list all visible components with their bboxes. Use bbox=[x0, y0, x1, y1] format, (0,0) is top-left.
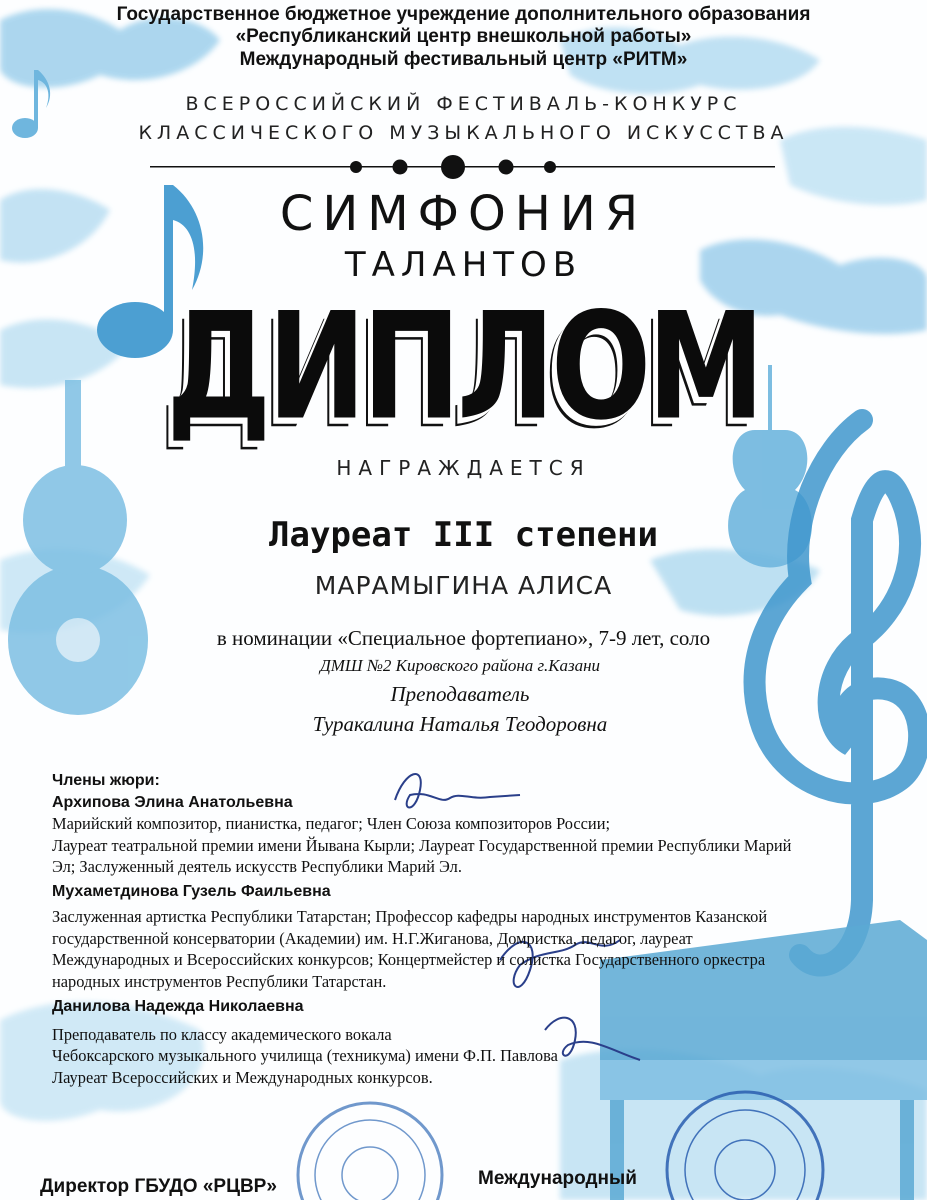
awarded-label: НАГРАЖДАЕТСЯ bbox=[336, 456, 591, 480]
jury-member-desc-line: Эл; Заслуженный деятель искусств Республики Марий Эл. bbox=[52, 857, 462, 876]
jury-member-desc-line: Международных и Всероссийских конкурсов; Концертмейстер и солистка Государственного оркестра bbox=[52, 950, 766, 969]
jury-member-desc-line: Лауреат Всероссийских и Международных конкурсов. bbox=[52, 1067, 433, 1087]
festival-line-1: ВСЕРОССИЙСКИЙ ФЕСТИВАЛЬ-КОНКУРС bbox=[185, 93, 742, 115]
school: ДМШ №2 Кировского района г.Казани bbox=[319, 656, 601, 675]
jury-member-desc-line: Чебоксарского музыкального училища (техникума) имени Ф.П. Павлова bbox=[52, 1046, 558, 1065]
teacher-label: Преподаватель bbox=[390, 682, 530, 706]
stamp-left bbox=[298, 1103, 442, 1200]
jury-member-desc-line: государственной консерватории (Академии) им. Н.Г.Жиганова, Домристка, педагог, лауреат bbox=[52, 928, 693, 948]
jury-member-desc-line: народных инструментов Республики Татарстан. bbox=[52, 971, 387, 991]
footer-international: Международный bbox=[478, 1168, 637, 1189]
jury-member-name: Данилова Надежда Николаевна bbox=[52, 998, 304, 1015]
org-line-2: «Республиканский центр внешкольной работы» bbox=[235, 26, 692, 47]
title-symphony: СИМФОНИЯ bbox=[279, 186, 648, 242]
teacher-name: Туракалина Наталья Теодоровна bbox=[312, 712, 608, 736]
jury-section bbox=[52, 770, 862, 1088]
org-line-1: Государственное бюджетное учреждение дополнительного образования bbox=[116, 4, 811, 25]
jury-member-name: Мухаметдинова Гузель Фаильевна bbox=[52, 882, 331, 900]
jury-member-desc-line: Преподаватель по классу академического вокала bbox=[52, 1024, 392, 1044]
diploma-heading: ДИПЛОМ bbox=[166, 280, 761, 453]
footer-director: Директор ГБУДО «РЦВР» bbox=[40, 1176, 277, 1197]
jury-member-desc-line: Лауреат театральной премии имени Йывана Кырли; Лауреат Государственной премии Республики Марий bbox=[52, 835, 792, 855]
recipient-name: МАРАМЫГИНА АЛИСА bbox=[314, 571, 613, 600]
org-line-3: Международный фестивальный центр «РИТМ» bbox=[239, 49, 688, 70]
nomination: в номинации «Специальное фортепиано», 7-9 лет, соло bbox=[216, 626, 711, 650]
ornament-divider bbox=[150, 155, 775, 179]
jury-member-desc-line: Заслуженная артистка Республики Татарстан; Профессор кафедры народных инструментов Казанской bbox=[52, 907, 768, 926]
festival-line-2: КЛАССИЧЕСКОГО МУЗЫКАЛЬНОГО ИСКУССТВА bbox=[138, 122, 789, 144]
jury-member-desc-line: Марийский композитор, пианистка, педагог; Член Союза композиторов России; bbox=[52, 814, 611, 833]
laureate-degree: Лауреат III степени bbox=[269, 515, 658, 555]
title-talents: ТАЛАНТОВ bbox=[344, 245, 583, 285]
jury-member-name: Архипова Элина Анатольевна bbox=[52, 793, 293, 811]
jury-heading: Члены жюри: bbox=[52, 772, 160, 789]
